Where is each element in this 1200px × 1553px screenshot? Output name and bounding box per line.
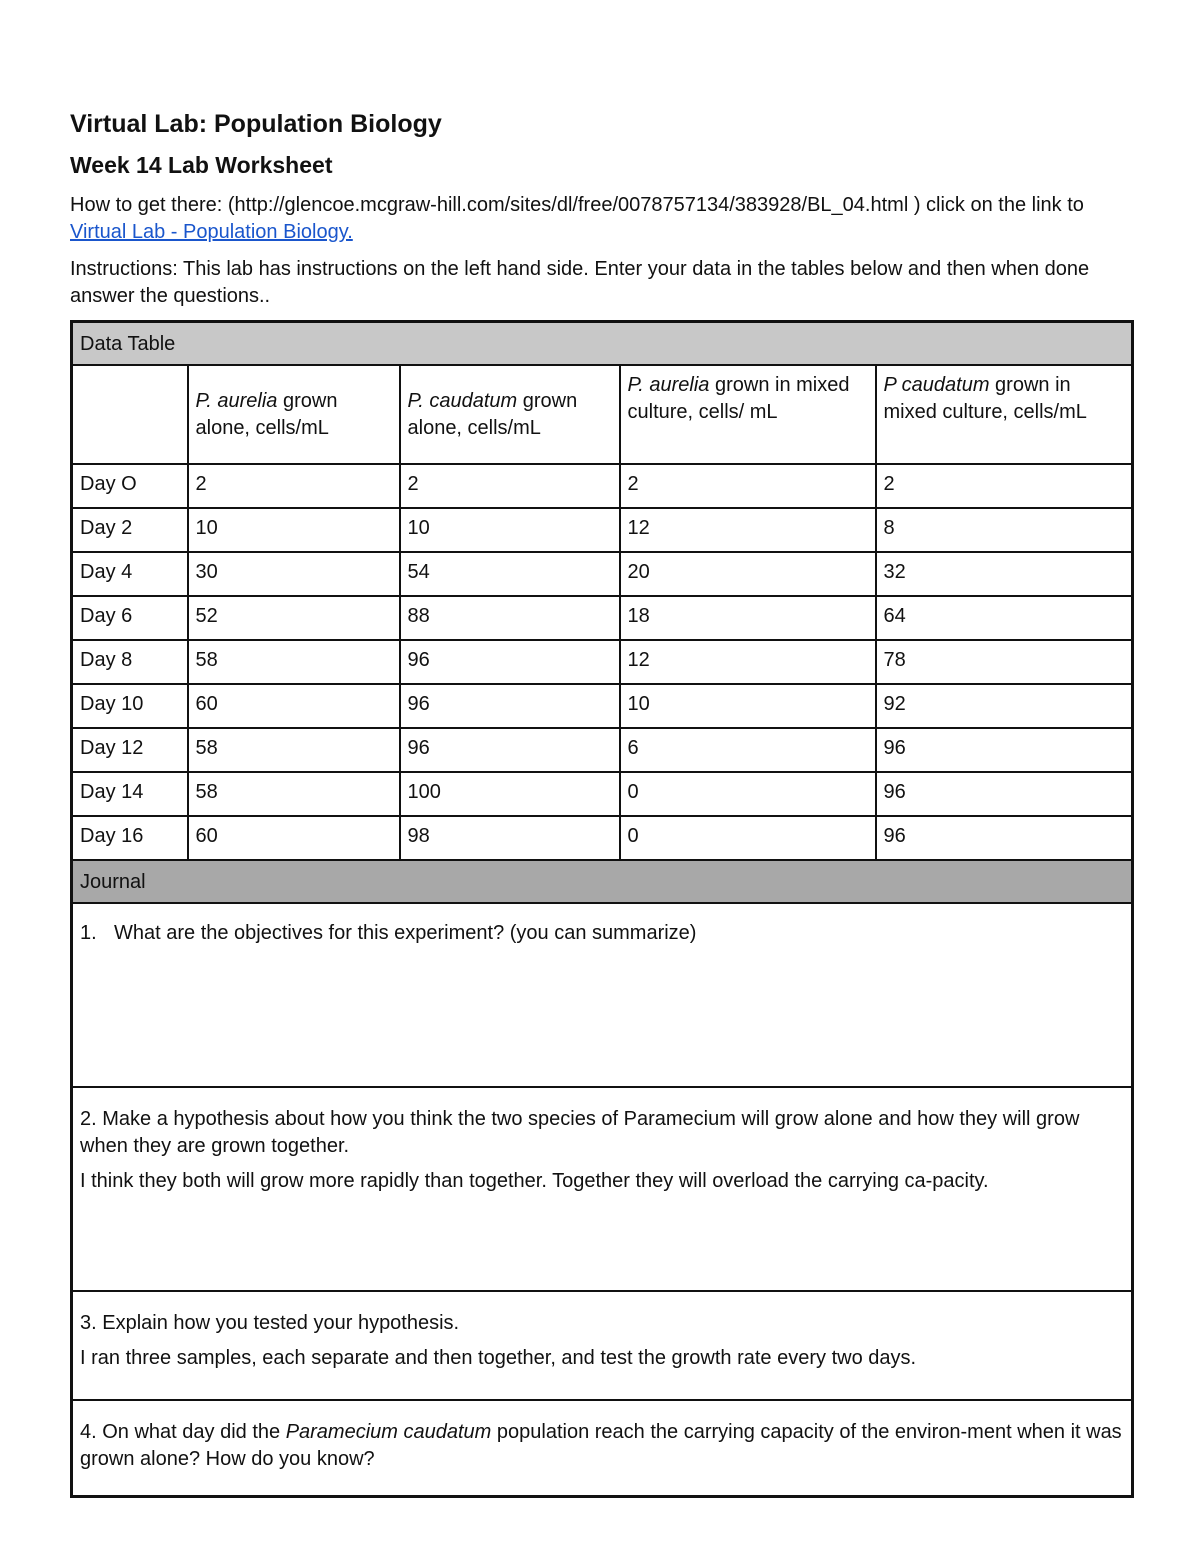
question-2-cell[interactable] — [72, 1087, 1133, 1291]
table-cell[interactable]: 96 — [876, 772, 1133, 816]
question-4-species: Paramecium caudatum — [285, 1421, 492, 1443]
day-label: Day 8 — [72, 640, 188, 684]
table-cell[interactable]: 2 — [876, 464, 1133, 508]
table-cell[interactable]: 96 — [400, 684, 620, 728]
table-cell[interactable]: 32 — [876, 552, 1133, 596]
table-cell[interactable]: 78 — [876, 640, 1133, 684]
instructions-paragraph: Instructions: This lab has instructions on the left hand side. Enter your data in the tables below and then when done answer the questions.. — [70, 258, 1090, 307]
table-cell[interactable]: 52 — [188, 596, 400, 640]
question-2-answer: I think they both will grow more rapidly than together. Together they will overload the carrying ca-pacity. — [80, 1170, 989, 1192]
table-cell[interactable]: 96 — [400, 640, 620, 684]
table-cell[interactable]: 100 — [400, 772, 620, 816]
corner-cell — [72, 365, 188, 464]
column-header-aurelia-mixed: P. aurelia grown in mixed culture, cells/ mL — [620, 365, 876, 464]
page-title: Virtual Lab: Population Biology — [70, 110, 442, 138]
question-4-cell[interactable] — [72, 1400, 1133, 1497]
day-label: Day 10 — [72, 684, 188, 728]
day-label: Day 16 — [72, 816, 188, 860]
table-cell[interactable]: 2 — [400, 464, 620, 508]
table-cell[interactable]: 20 — [620, 552, 876, 596]
table-cell[interactable]: 60 — [188, 684, 400, 728]
table-cell[interactable]: 58 — [188, 728, 400, 772]
table-cell[interactable]: 58 — [188, 640, 400, 684]
question-1-number: 1. — [80, 922, 97, 944]
table-cell[interactable]: 0 — [620, 816, 876, 860]
day-label: Day 6 — [72, 596, 188, 640]
table-row — [72, 816, 1133, 860]
table-row — [72, 552, 1133, 596]
table-row — [72, 640, 1133, 684]
table-cell[interactable]: 96 — [876, 816, 1133, 860]
question-3-cell[interactable] — [72, 1291, 1133, 1400]
table-row — [72, 728, 1133, 772]
journal-question-3 — [72, 1291, 1133, 1400]
table-cell[interactable]: 96 — [400, 728, 620, 772]
table-cell[interactable]: 8 — [876, 508, 1133, 552]
table-cell[interactable]: 0 — [620, 772, 876, 816]
day-label: Day O — [72, 464, 188, 508]
question-4-suffix: population reach the carrying capacity of the environ-ment when it was grown alone? How do you know? — [80, 1421, 1122, 1470]
column-header-aurelia-alone: P. aurelia grown alone, cells/mL — [188, 365, 400, 464]
question-1-cell[interactable] — [72, 903, 1133, 1087]
journal-question-1 — [72, 903, 1133, 1087]
table-row — [72, 772, 1133, 816]
table-cell[interactable]: 96 — [876, 728, 1133, 772]
table-cell[interactable]: 2 — [620, 464, 876, 508]
data-table-section-header: Data Table — [72, 322, 1133, 366]
table-cell[interactable]: 12 — [620, 508, 876, 552]
table-cell[interactable]: 64 — [876, 596, 1133, 640]
table-row — [72, 684, 1133, 728]
table-cell[interactable]: 54 — [400, 552, 620, 596]
table-cell[interactable]: 10 — [400, 508, 620, 552]
question-3-text: 3. Explain how you tested your hypothesis. — [80, 1312, 460, 1334]
day-label: Day 4 — [72, 552, 188, 596]
journal-question-2 — [72, 1087, 1133, 1291]
journal-section-header: Journal — [72, 860, 1133, 903]
day-label: Day 12 — [72, 728, 188, 772]
table-row — [72, 464, 1133, 508]
table-cell[interactable]: 10 — [620, 684, 876, 728]
table-cell[interactable]: 60 — [188, 816, 400, 860]
column-header-row — [72, 365, 1133, 464]
question-4-prefix: 4. On what day did the — [80, 1421, 286, 1443]
table-cell[interactable]: 12 — [620, 640, 876, 684]
question-2-text: 2. Make a hypothesis about how you think the two species of Paramecium will grow alone and how they will grow when they are grown together. — [80, 1108, 1080, 1157]
column-header-caudatum-mixed: P caudatum grown in mixed culture, cells/mL — [876, 365, 1133, 464]
table-cell[interactable]: 18 — [620, 596, 876, 640]
question-1-text: What are the objectives for this experiment? (you can summarize) — [114, 922, 697, 944]
table-cell[interactable]: 2 — [188, 464, 400, 508]
day-label: Day 14 — [72, 772, 188, 816]
how-to-paragraph — [70, 192, 1130, 246]
page-subtitle: Week 14 Lab Worksheet — [70, 152, 333, 178]
table-cell[interactable]: 88 — [400, 596, 620, 640]
worksheet-page — [70, 108, 1130, 1498]
table-row — [72, 596, 1133, 640]
day-label: Day 2 — [72, 508, 188, 552]
how-to-text: How to get there: (http://glencoe.mcgraw-hill.com/sites/dl/free/0078757134/383928/BL_04.html ) click on the link to — [70, 194, 1084, 216]
column-header-caudatum-alone: P. caudatum grown alone, cells/mL — [400, 365, 620, 464]
virtual-lab-link[interactable]: Virtual Lab - Population Biology. — [70, 221, 353, 243]
table-cell[interactable]: 58 — [188, 772, 400, 816]
journal-question-4 — [72, 1400, 1133, 1497]
data-table — [70, 320, 1134, 1498]
table-row — [72, 508, 1133, 552]
table-cell[interactable]: 98 — [400, 816, 620, 860]
table-cell[interactable]: 30 — [188, 552, 400, 596]
question-3-answer: I ran three samples, each separate and then together, and test the growth rate every two days. — [80, 1347, 917, 1369]
table-cell[interactable]: 10 — [188, 508, 400, 552]
table-cell[interactable]: 6 — [620, 728, 876, 772]
table-cell[interactable]: 92 — [876, 684, 1133, 728]
